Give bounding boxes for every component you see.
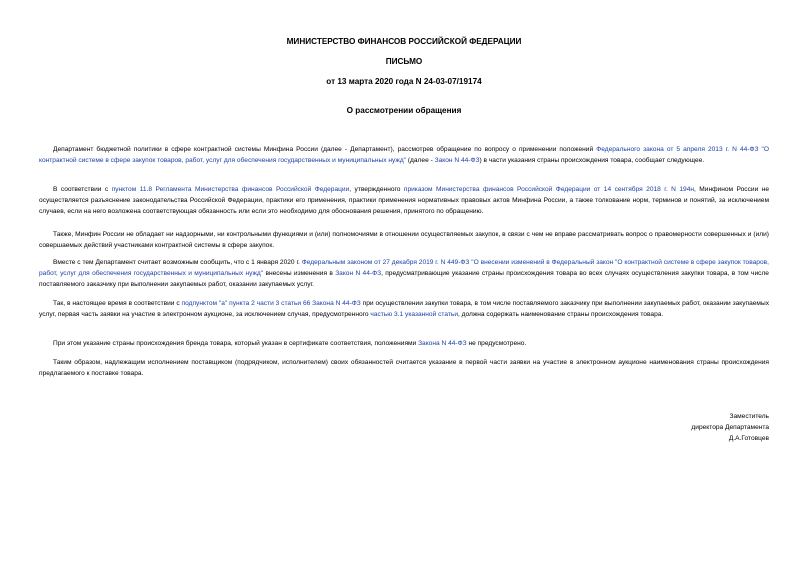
paragraph-1-text-1: Департамент бюджетной политики в сфере контрактной системы Минфина России (далее - Департамент), рассмотрев обращение по вопросу о применении положений <box>53 146 597 153</box>
link-law-44fz-short[interactable]: Закона N 44-ФЗ <box>418 340 467 347</box>
paragraph-1 <box>39 144 769 166</box>
document-kind: ПИСЬМО <box>385 57 423 66</box>
document-subject: О рассмотрении обращения <box>346 106 462 115</box>
paragraph-6 <box>39 338 769 349</box>
paragraph-6-text-2: не предусмотрено. <box>466 340 527 347</box>
link-law-44fz-short[interactable]: Закон N 44-ФЗ <box>434 157 480 164</box>
link-law-44fz-short[interactable]: Закон N 44-ФЗ <box>335 270 382 277</box>
paragraph-2 <box>39 184 769 217</box>
paragraph-5-text-1: Так, в настоящее время в соответствии с <box>53 300 182 307</box>
signature-department: директора Департамента <box>691 424 769 431</box>
paragraph-5-text-2: при осуществлении закупки товара, в том числе поставляемого заказчику при выполнении закупаемых работ, оказании закупаемых услуг, первая часть заявки на участие в электронном аукционе, за исключением случая, предусмотренного <box>39 300 769 318</box>
signature-name: Д.А.Готовцев <box>728 435 769 442</box>
paragraph-7 <box>39 357 769 379</box>
paragraph-3 <box>39 229 769 251</box>
paragraph-2-text-2: , утвержденного <box>349 186 404 193</box>
link-federal-law-44fz[interactable]: Федерального закона от 5 апреля 2013 г. N 44-ФЗ "О контрактной системе в сфере закупок товаров, работ, услуг для обеспечения государственных и муниципальных нужд" <box>39 146 769 164</box>
paragraph-4 <box>39 257 769 290</box>
ministry-title: МИНИСТЕРСТВО ФИНАНСОВ РОССИЙСКОЙ ФЕДЕРАЦИИ <box>286 37 522 46</box>
paragraph-1-text-3: ) в части указания страны происхождения товара, сообщает следующее. <box>479 157 705 164</box>
link-part-3-1[interactable]: частью 3.1 указанной статьи <box>370 311 458 318</box>
link-federal-law-449fz[interactable]: Федеральным законом от 27 декабря 2019 г. N 449-ФЗ "О внесении изменений в Федеральный закон "О контрактной системе в сфере закупок товаров, работ, услуг для обеспечения государственных и муниципальных нужд" <box>39 259 769 277</box>
paragraph-2-text-3: , Минфином России не осуществляется разъяснение законодательства Российской Федерации, практики его применения, практики применения нормативных правовых актов Минфина России, а также толкование норм, терминов и понятий, за исключением случаев, если на него возложена соответствующая обязанность или если это необходимо для обоснования решения, принятого по обращению. <box>39 186 770 215</box>
paragraph-4-text-2: внесены изменения в <box>263 270 336 277</box>
signature-position: Заместитель <box>729 413 769 420</box>
paragraph-5-text-3: , должна содержать наименование страны происхождения товара. <box>458 311 664 318</box>
link-order-194n[interactable]: приказом Министерства финансов Российской Федерации от 14 сентября 2018 г. N 194н <box>403 186 695 193</box>
paragraph-4-text-1: Вместе с тем Департамент считает возможным сообщить, что с 1 января 2020 г. <box>53 259 302 266</box>
paragraph-2-text-1: В соответствии с <box>53 186 112 193</box>
paragraph-1-text-2: (далее - <box>406 157 435 164</box>
link-regulation-11-8[interactable]: пунктом 11.8 Регламента Министерства финансов Российской Федерации <box>111 186 350 193</box>
letter-page <box>39 0 769 571</box>
paragraph-4-text-3: , предусматривающие указание страны происхождения товара во всех случаях осуществления закупки товара, в том числе поставляемого заказчику при выполнении закупаемых работ, оказании закупаемых услуг. <box>39 270 769 288</box>
document-date-number: от 13 марта 2020 года N 24-03-07/19174 <box>326 77 482 86</box>
link-article-66-part-3[interactable]: подпунктом "а" пункта 2 части 3 статьи 66 Закона N 44-ФЗ <box>181 300 361 307</box>
paragraph-6-text-1: При этом указание страны происхождения бренда товара, который указан в сертификате соответствия, положениями <box>53 340 419 347</box>
paragraph-3-text-1: Также, Минфин России не обладает ни надзорными, ни контрольными функциями и (или) полномочиями в отношении осуществляемых закупок, в связи с чем не вправе рассматривать вопрос о правомерности совершенных и (или) совершаемых действий участниками контрактной системы в сфере закупок. <box>39 231 769 249</box>
paragraph-5 <box>39 298 769 320</box>
paragraph-7-text-1: Таким образом, надлежащим исполнением поставщиком (подрядчиком, исполнителем) своих обязанностей считается указание в первой части заявки на участие в электронном аукционе наименования страны происхождения предлагаемого к поставке товара. <box>39 359 769 377</box>
